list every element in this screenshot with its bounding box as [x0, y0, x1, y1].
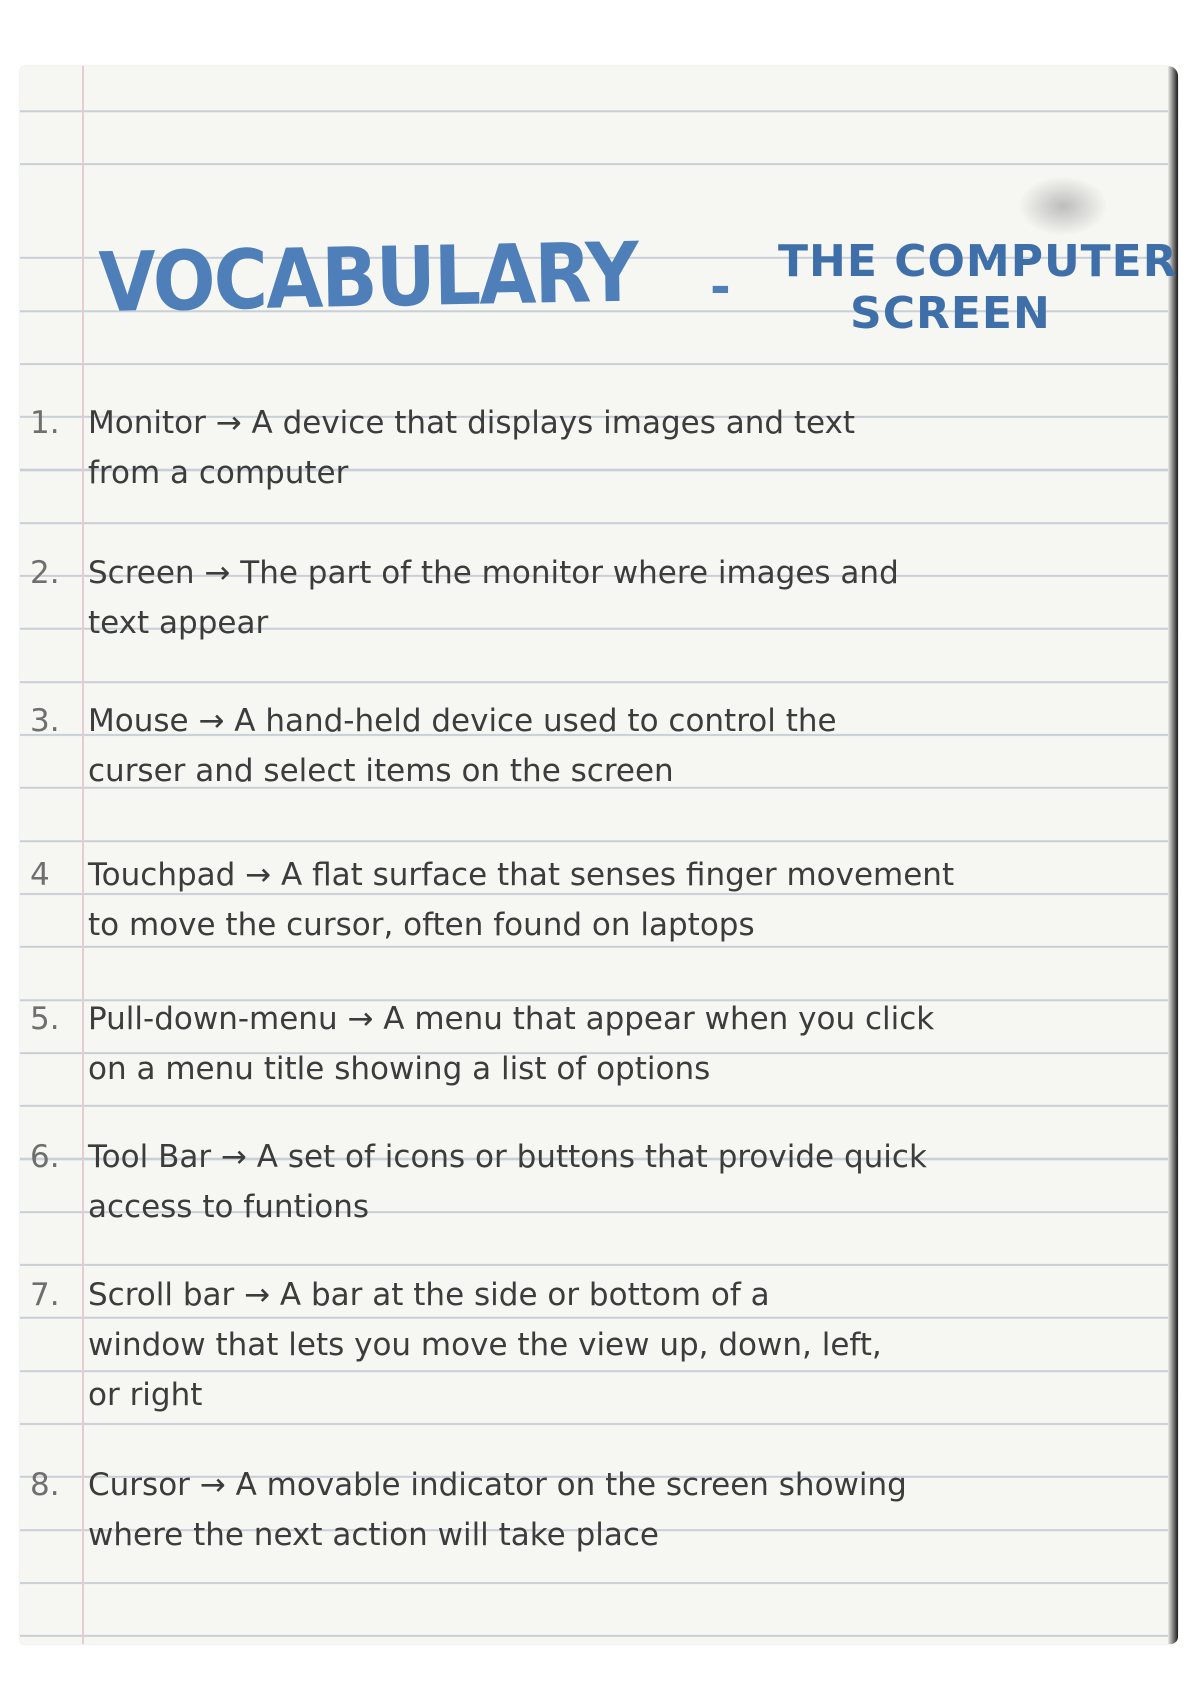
entry-number: 2.: [30, 555, 60, 591]
smudge-mark: [1018, 176, 1108, 236]
entry-number: 7.: [30, 1277, 60, 1313]
title-dash: -: [710, 258, 731, 316]
entry-definition-line1: Tool Bar → A set of icons or buttons that provide quick: [88, 1139, 927, 1175]
entry-definition-line2: on a menu title showing a list of options: [88, 1051, 711, 1087]
vocab-entry-scroll-bar: [30, 1270, 1050, 1420]
entry-definition-line1: Scroll bar → A bar at the side or bottom of a: [88, 1277, 770, 1313]
entry-definition-line2: access to funtions: [88, 1189, 370, 1225]
entry-definition-line1: Cursor → A movable indicator on the screen showing: [88, 1467, 907, 1503]
entry-definition-line1: Monitor → A device that displays images and text: [88, 405, 856, 441]
entry-number: 5.: [30, 1001, 60, 1037]
title-subtitle-line1: THE COMPUTER: [778, 236, 1178, 287]
entry-number: 6.: [30, 1139, 60, 1175]
title-vocabulary: VOCABULARY: [98, 225, 638, 331]
vocab-entry-monitor: [30, 398, 1050, 498]
entry-definition-line2: to move the cursor, often found on laptops: [88, 907, 755, 943]
title-subtitle-line2: SCREEN: [850, 288, 1051, 339]
entry-definition-line1: Screen → The part of the monitor where images and: [88, 555, 899, 591]
entry-number: 8.: [30, 1467, 60, 1503]
entry-definition-line2: curser and select items on the screen: [88, 753, 674, 789]
entry-definition-line2: from a computer: [88, 455, 349, 491]
entry-number: 3.: [30, 703, 60, 739]
entry-definition-line2: text appear: [88, 605, 269, 641]
vocab-entry-pull-down-menu: [30, 994, 1050, 1094]
entry-definition-line3: or right: [88, 1377, 203, 1413]
entry-definition-line2: window that lets you move the view up, down, left,: [88, 1327, 882, 1363]
entry-number: 4: [30, 857, 50, 893]
entry-number: 1.: [30, 405, 60, 441]
entry-definition-line1: Mouse → A hand-held device used to control the: [88, 703, 837, 739]
vocab-entry-screen: [30, 548, 1050, 648]
page-title: [98, 225, 1178, 356]
vocab-entry-tool-bar: [30, 1132, 1050, 1232]
entry-definition-line1: Touchpad → A flat surface that senses finger movement: [88, 857, 955, 893]
entry-definition-line1: Pull-down-menu → A menu that appear when you click: [88, 1001, 935, 1037]
vocab-entry-cursor: [30, 1460, 1050, 1560]
vocab-entry-touchpad: [30, 850, 1050, 950]
entry-definition-line2: where the next action will take place: [88, 1517, 659, 1553]
vocab-entry-mouse: [30, 696, 1050, 796]
page-edge-shadow: [1168, 66, 1178, 1644]
